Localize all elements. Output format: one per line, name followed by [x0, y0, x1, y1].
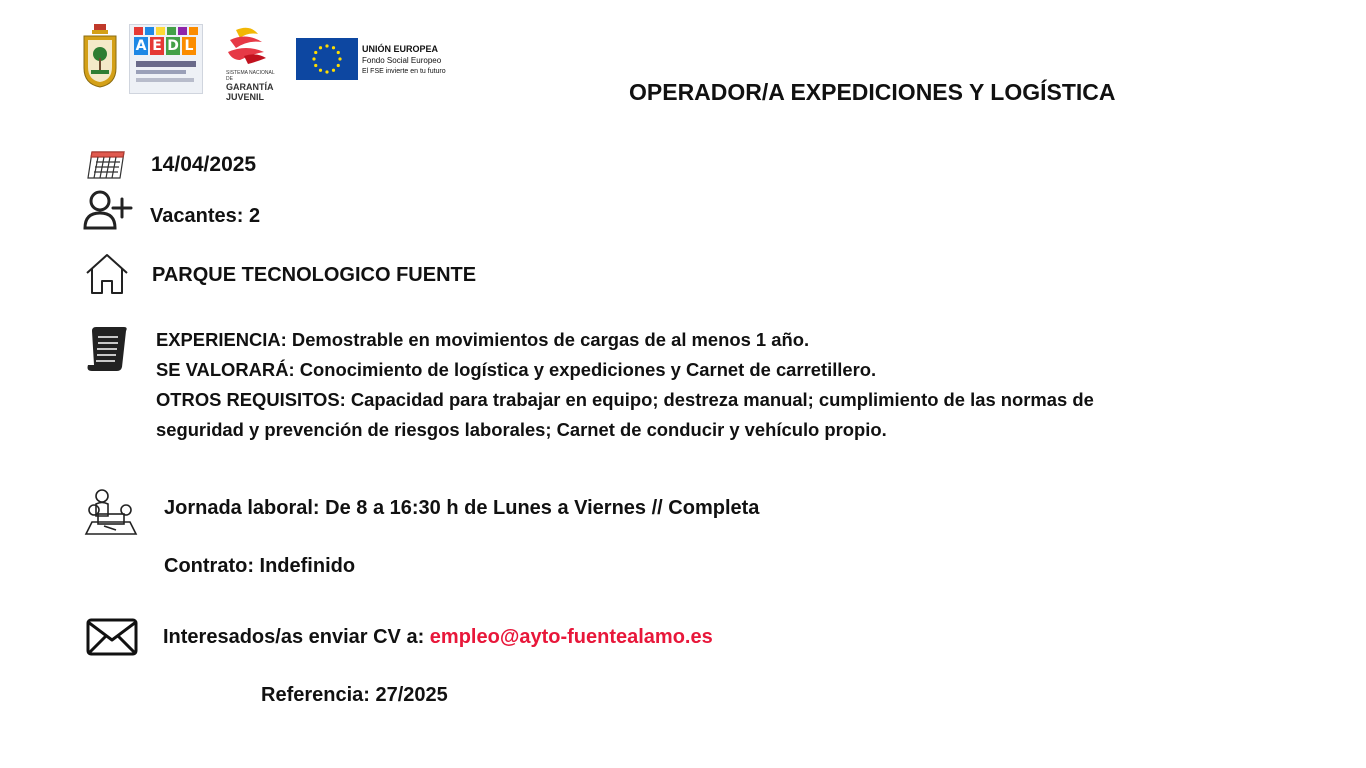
- house-icon: [85, 253, 129, 300]
- aedl-letter: E: [150, 37, 164, 55]
- requirements-block: [156, 325, 1094, 445]
- schedule: Jornada laboral: De 8 a 16:30 h de Lunes a Viernes // Completa: [164, 497, 760, 519]
- calendar-icon: [86, 148, 126, 185]
- apply-label: Interesados/as enviar CV a:: [163, 626, 430, 648]
- add-person-icon: [82, 189, 134, 236]
- apply-email-link[interactable]: empleo@ayto-fuentealamo.es: [429, 626, 713, 648]
- eu-star: [325, 70, 328, 73]
- eu-flag-logo: [296, 38, 358, 80]
- job-title: OPERADOR/A EXPEDICIONES Y LOGÍSTICA: [629, 79, 1116, 105]
- eu-star: [338, 57, 341, 60]
- eu-star: [314, 51, 317, 54]
- garantia-caption-small: SISTEMA NACIONAL DE: [226, 70, 275, 82]
- aedl-letter: L: [182, 37, 196, 55]
- contract: Contrato: Indefinido: [164, 555, 356, 577]
- aedl-logo: [129, 24, 203, 94]
- eu-star: [337, 64, 340, 67]
- eu-star: [332, 69, 335, 72]
- aedl-letter: D: [167, 38, 179, 54]
- location: PARQUE TECNOLOGICO FUENTE: [152, 264, 477, 286]
- garantia-caption: GARANTÍA: [226, 82, 274, 92]
- eu-star: [337, 51, 340, 54]
- scroll-document-icon: [86, 327, 128, 378]
- requirement-valued: SE VALORARÁ: Conocimiento de logística y expediciones y Carnet de carretillero.: [156, 359, 877, 380]
- eu-star: [312, 57, 315, 60]
- garantia-juvenil-logo: [222, 26, 282, 102]
- eu-star: [332, 46, 335, 49]
- eu-star: [319, 69, 322, 72]
- requirement-experience: EXPERIENCIA: Demostrable en movimientos de cargas de al menos 1 año.: [156, 329, 810, 350]
- eu-text-block: [362, 44, 446, 77]
- apply-line: [163, 622, 713, 652]
- eu-star: [325, 44, 328, 47]
- reference: Referencia: 27/2025: [261, 684, 448, 706]
- eu-tagline: El FSE invierte en tu futuro: [362, 68, 446, 75]
- meeting-people-icon: [84, 488, 138, 543]
- requirement-others: OTROS REQUISITOS: Capacidad para trabajar en equipo; destreza manual; cumplimiento de las normas de: [156, 389, 1094, 410]
- eu-subtitle: Fondo Social Europeo: [362, 56, 442, 65]
- envelope-icon: [86, 618, 138, 661]
- aedl-letter: A: [135, 38, 147, 54]
- requirement-others-cont: seguridad y prevención de riesgos laborales; Carnet de conducir y vehículo propio.: [156, 419, 887, 440]
- posting-date: 14/04/2025: [151, 153, 257, 176]
- eu-star: [319, 46, 322, 49]
- vacancies: Vacantes: 2: [150, 205, 261, 227]
- eu-star: [314, 64, 317, 67]
- eu-title: UNIÓN EUROPEA: [362, 44, 439, 54]
- town-crest-logo: [82, 24, 118, 88]
- juvenil-caption: JUVENIL: [226, 92, 265, 102]
